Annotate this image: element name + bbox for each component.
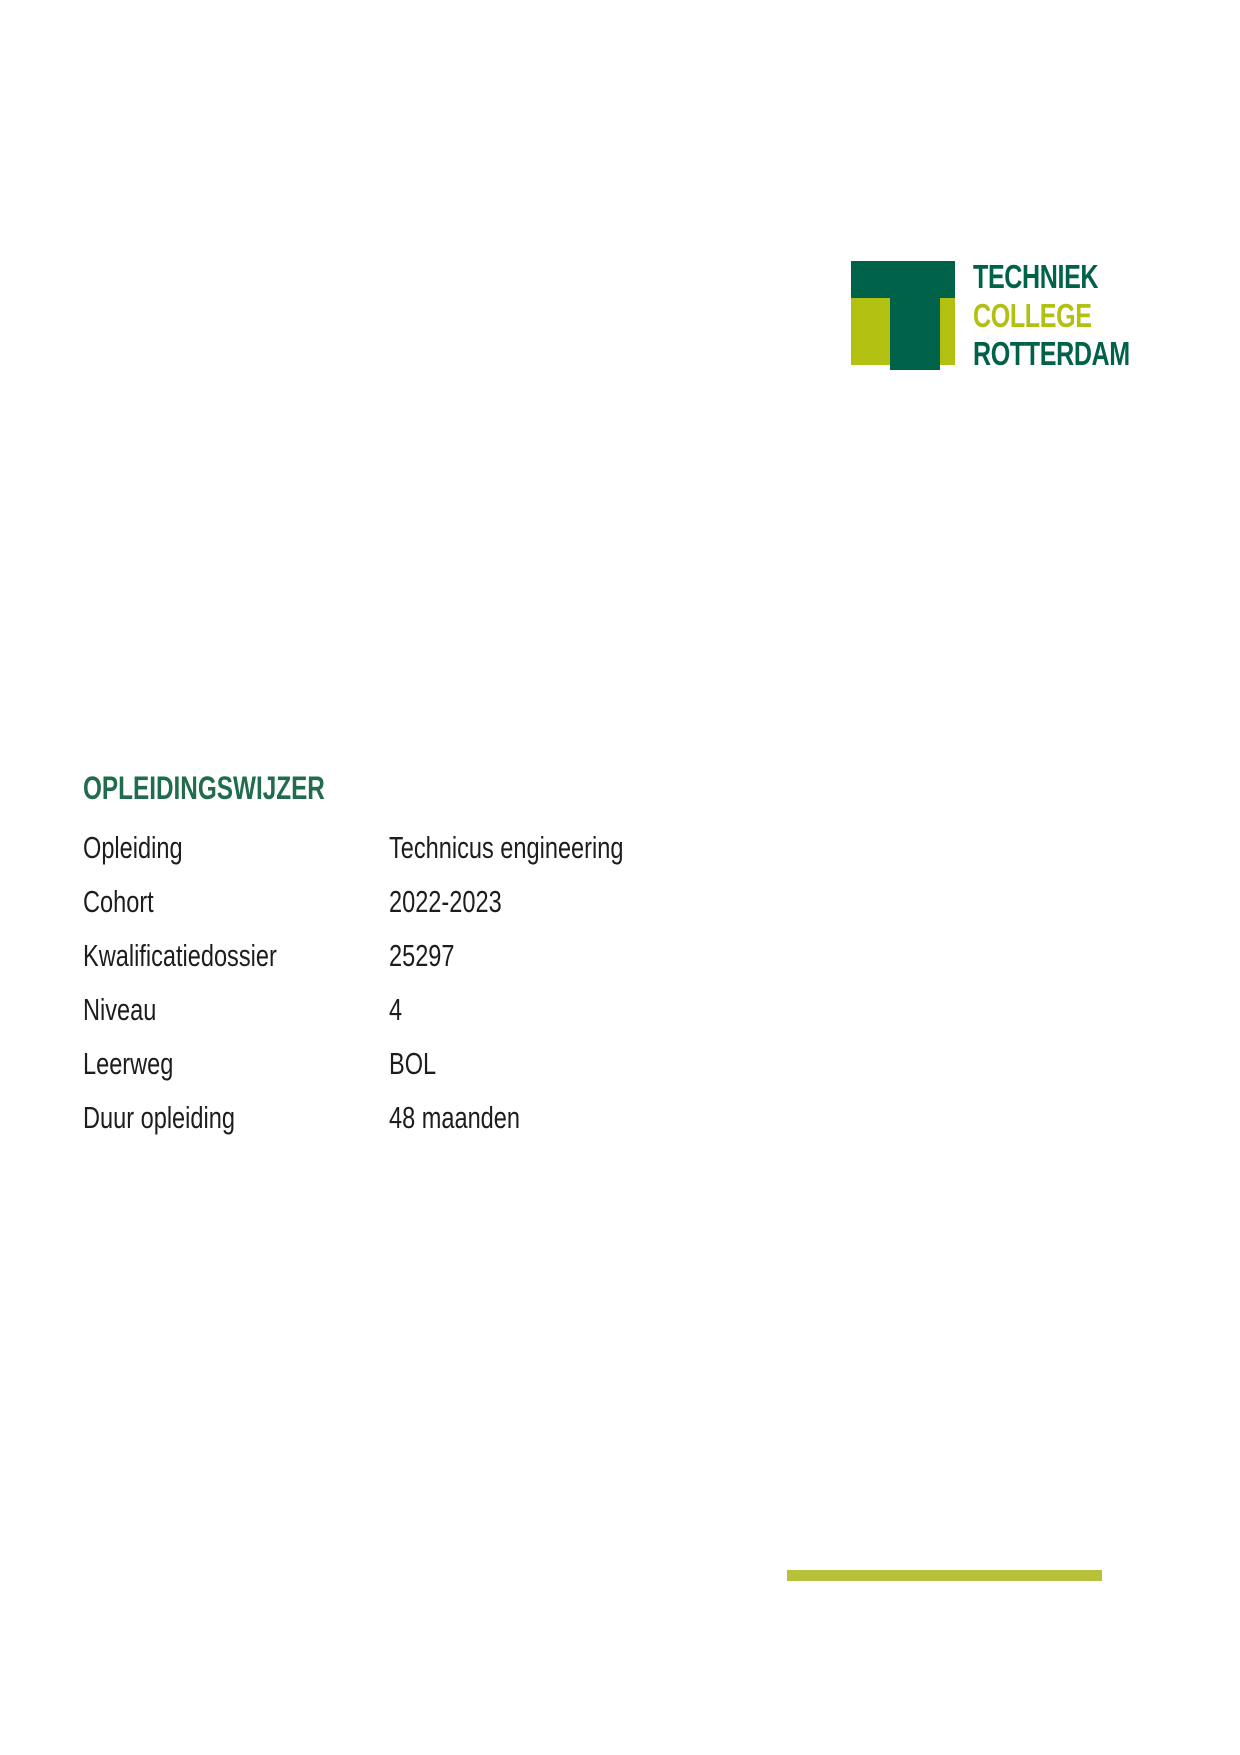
row-value-text: 2022-2023 bbox=[389, 884, 502, 919]
row-label-text: Duur opleiding bbox=[83, 1100, 235, 1135]
programme-details-table bbox=[83, 821, 983, 1145]
techniek-college-logo-mark bbox=[851, 261, 955, 370]
logo-right-block bbox=[940, 298, 955, 365]
page-title bbox=[83, 770, 401, 807]
wordmark-techniek-text: TECHNIEK bbox=[973, 258, 1099, 295]
logo-t-stem bbox=[890, 298, 940, 370]
wordmark-line-college bbox=[973, 297, 1179, 336]
wordmark-line-rotterdam bbox=[973, 335, 1179, 374]
table-row bbox=[83, 821, 983, 875]
row-value-text: BOL bbox=[389, 1046, 437, 1081]
table-row bbox=[83, 1037, 983, 1091]
row-label bbox=[83, 938, 389, 974]
row-label-text: Niveau bbox=[83, 992, 157, 1027]
wordmark-college-text: COLLEGE bbox=[973, 296, 1092, 334]
row-label-text: Kwalificatiedossier bbox=[83, 938, 277, 973]
row-value bbox=[389, 830, 983, 866]
row-label-text: Cohort bbox=[83, 884, 154, 919]
table-row bbox=[83, 1091, 983, 1145]
row-value-text: Technicus engineering bbox=[389, 830, 624, 865]
row-label bbox=[83, 992, 389, 1028]
row-label bbox=[83, 1046, 389, 1082]
wordmark-rotterdam-text: ROTTERDAM bbox=[973, 335, 1130, 372]
row-label bbox=[83, 884, 389, 920]
table-row bbox=[83, 983, 983, 1037]
techniek-college-wordmark bbox=[973, 258, 1179, 374]
row-label bbox=[83, 830, 389, 866]
row-value bbox=[389, 884, 983, 920]
table-row bbox=[83, 929, 983, 983]
table-row bbox=[83, 875, 983, 929]
logo-left-block bbox=[851, 298, 890, 365]
row-label bbox=[83, 1100, 389, 1136]
row-label-text: Leerweg bbox=[83, 1046, 174, 1081]
footer-accent-bar bbox=[787, 1570, 1102, 1581]
wordmark-line-techniek bbox=[973, 258, 1179, 297]
row-value-text: 48 maanden bbox=[389, 1100, 521, 1135]
row-value bbox=[389, 938, 983, 974]
row-value bbox=[389, 1100, 983, 1136]
row-value-text: 4 bbox=[389, 992, 403, 1027]
row-value bbox=[389, 992, 983, 1028]
logo-t-top-bar bbox=[851, 261, 955, 298]
page-title-text: OPLEIDINGSWIJZER bbox=[83, 770, 325, 806]
row-value bbox=[389, 1046, 983, 1082]
row-value-text: 25297 bbox=[389, 938, 455, 973]
row-label-text: Opleiding bbox=[83, 830, 183, 865]
